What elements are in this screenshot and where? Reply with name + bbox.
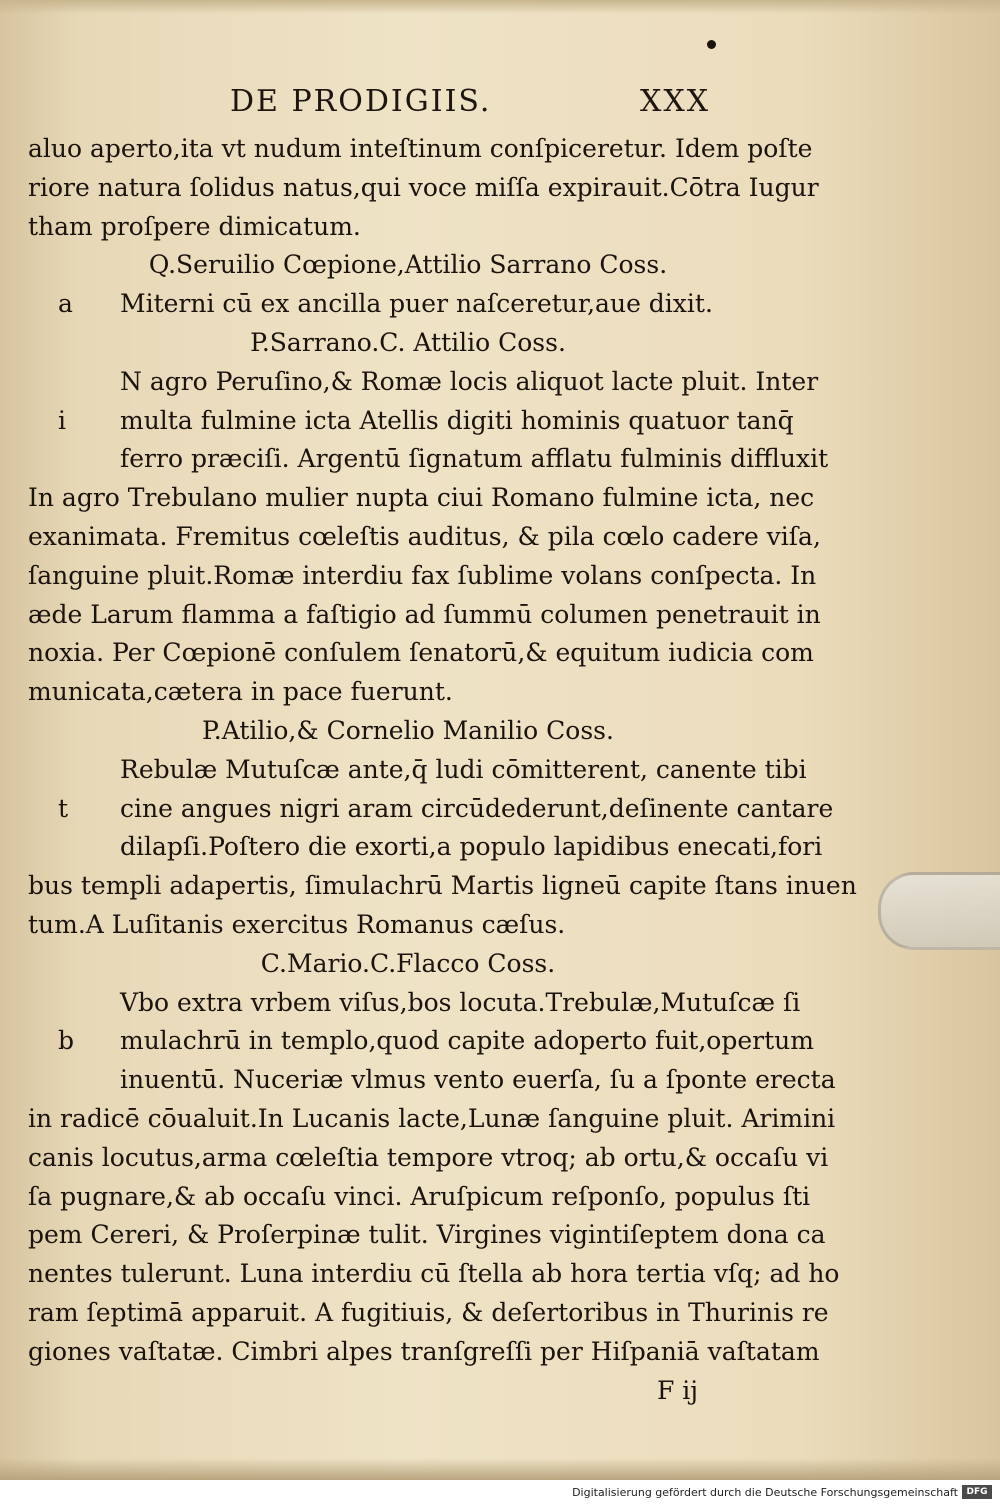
signature-mark: F ij xyxy=(656,1375,698,1405)
text-line: riore natura ſolidus natus,qui voce miſſa expirauit.Cōtra Iugur xyxy=(28,172,819,202)
main-text xyxy=(28,130,857,1410)
text-line: municata,cætera in pace fuerunt. xyxy=(28,677,453,707)
text-line: canis locutus,arma cœleſtia tempore vtroq; ab ortu,& occaſu vi xyxy=(28,1142,829,1172)
margin-letter: b xyxy=(58,1026,75,1056)
text-line: bus templi adapertis, ſimulachrū Martis ligneū capite ſtans inuen xyxy=(28,871,857,901)
text-line: Rebulæ Mutuſcæ ante,q̄ ludi cōmitterent, canente tibi xyxy=(120,754,807,784)
text-line: ferro præciſi. Argentū ſignatum afflatu fulminis diffluxit xyxy=(120,444,829,474)
text-line: ram ſeptimā apparuit. A fugitiuis, & deſertoribus in Thurinis re xyxy=(28,1297,829,1327)
text-line-content: multa fulmine icta Atellis digiti hominis quatuor tanq̄ xyxy=(120,405,794,435)
text-line: nentes tulerunt. Luna interdiu cū ſtella ab hora tertia vſq; ad ho xyxy=(28,1259,840,1289)
running-header xyxy=(0,84,1000,124)
text-line-content: mulachrū in templo,quod capite adoperto fuit,opertum xyxy=(120,1026,814,1056)
text-line: noxia. Per Cœpionē conſulem ſenatorū,& equitum iudicia com xyxy=(28,638,814,668)
section-heading: Q.Seruilio Cœpione,Attilio Sarrano Coss. xyxy=(148,250,668,280)
text-line: exanimata. Fremitus cœleſtis auditus, & pila cœlo cadere viſa, xyxy=(28,521,821,551)
margin-letter: i xyxy=(58,405,66,435)
text-line xyxy=(28,402,794,441)
text-line xyxy=(28,285,788,324)
text-line: pem Cereri, & Proſerpinæ tulit. Virgines vigintiſeptem dona ca xyxy=(28,1220,826,1250)
section-heading: P.Atilio,& Cornelio Manilio Coss. xyxy=(202,715,614,745)
text-line: æde Larum flamma a faſtigio ad ſummū columen penetrauit in xyxy=(28,599,821,629)
page-bottom-edge xyxy=(0,1458,1000,1480)
margin-letter: a xyxy=(58,289,73,319)
page-clip xyxy=(878,872,1000,950)
digitization-footer xyxy=(0,1480,1000,1505)
text-line: Vbo extra vrbem viſus,bos locuta.Trebulæ,Mutuſcæ ſi xyxy=(120,987,801,1017)
text-line: giones vaſtatæ. Cimbri alpes tranſgreſſi per Hiſpaniā vaſtatam xyxy=(28,1336,820,1366)
text-line: tham proſpere dimicatum. xyxy=(28,211,361,241)
text-line: dilapſi.Poſtero die exorti,a populo lapidibus enecati,fori xyxy=(120,832,823,862)
text-line xyxy=(28,1022,814,1061)
text-line: inuentū. Nuceriæ vlmus vento euerſa, ſu a ſponte erecta xyxy=(120,1065,836,1095)
text-line: tum.A Luſitanis exercitus Romanus cæſus. xyxy=(28,909,566,939)
text-line: aluo aperto,ita vt nudum inteſtinum conſpiceretur. Idem poſte xyxy=(28,134,813,163)
text-line: ſa pugnare,& ab occaſu vinci. Aruſpicum reſponſo, populus ſti xyxy=(28,1181,811,1211)
text-line: ſanguine pluit.Romæ interdiu fax ſublime volans conſpecta. In xyxy=(28,560,817,590)
section-heading: P.Sarrano.C. Attilio Coss. xyxy=(250,327,566,357)
text-line: In agro Trebulano mulier nupta ciui Romano fulmine icta, nec xyxy=(28,483,815,513)
running-title: DE PRODIGIIS. xyxy=(230,84,492,119)
funding-note: Digitalisierung gefördert durch die Deutsche Forschungsgemeinschaft xyxy=(572,1486,958,1499)
text-line: N agro Peruſino,& Romæ locis aliquot lacte pluit. Inter xyxy=(120,366,819,396)
text-line-content: cine angues nigri aram circūdederunt,deſinente cantare xyxy=(120,793,834,823)
ink-dot xyxy=(707,40,716,49)
page-top-edge xyxy=(0,0,1000,14)
section-heading: C.Mario.C.Flacco Coss. xyxy=(260,948,556,978)
margin-letter: t xyxy=(58,793,69,823)
text-line xyxy=(28,790,834,829)
dfg-logo: DFG xyxy=(962,1485,992,1499)
text-line-content: Miterni cū ex ancilla puer naſceretur,aue dixit. xyxy=(120,289,713,319)
folio-number: XXX xyxy=(640,84,711,119)
text-line: in radicē cōualuit.In Lucanis lacte,Lunæ ſanguine pluit. Arimini xyxy=(28,1103,836,1133)
